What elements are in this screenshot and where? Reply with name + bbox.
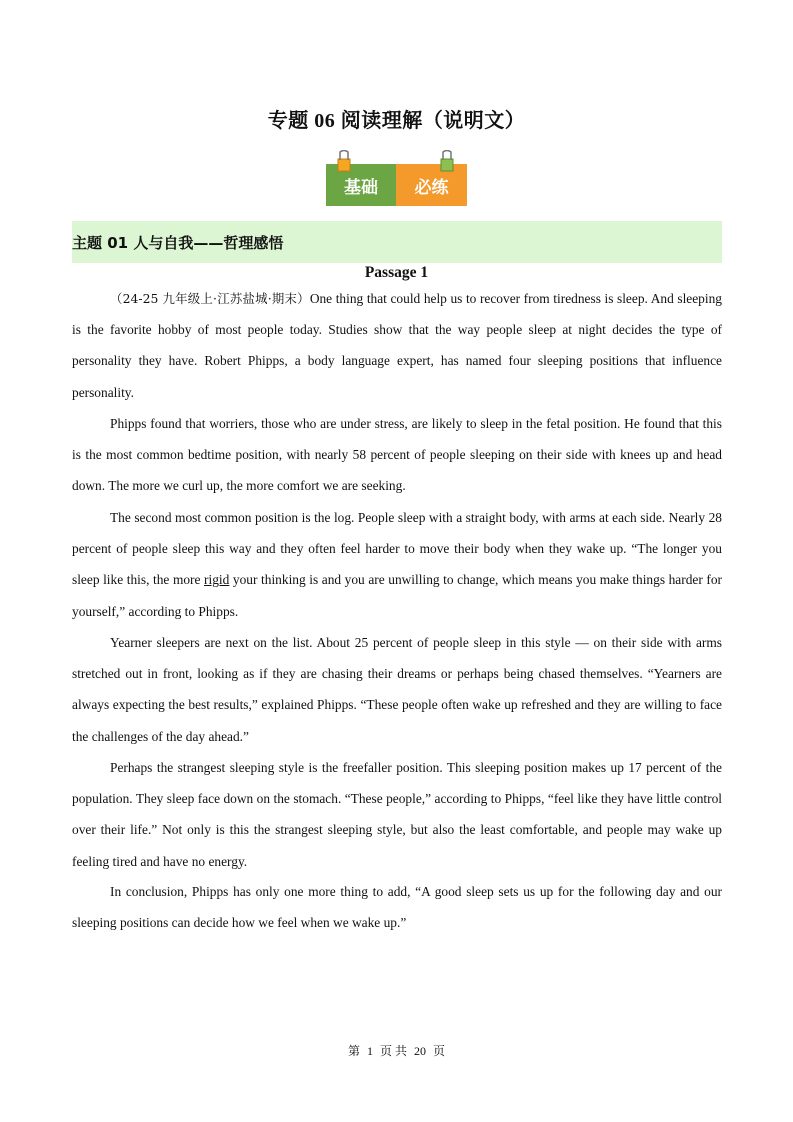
- paragraph-6: In conclusion, Phipps has only one more thing to add, “A good sleep sets us up for the following day and our sleeping positions can decide how we feel when we wake up.”: [72, 884, 722, 931]
- paragraph-1: [72, 283, 722, 408]
- binder-clip-icon: [336, 150, 352, 172]
- page-footer: [0, 1042, 793, 1059]
- underlined-word: rigid: [204, 572, 230, 588]
- paragraph-4: Yearner sleepers are next on the list. About 25 percent of people sleep in this style — on their side with arms stretched out in front, looking as if they are chasing their dreams or perhaps being chased themselves. “Yearners are always expecting the best results,” explained Phipps. “These people often wake up refreshed and they are willing to face the challenges of the day ahead.”: [72, 635, 722, 744]
- footer-pre: 第: [347, 1044, 360, 1058]
- footer-page-number: 1: [366, 1044, 373, 1058]
- level-badge: [326, 164, 467, 206]
- badge-left: 基础: [326, 164, 396, 206]
- paragraph-3-rest: your thinking is and you are unwilling to change, which means you make things harder for yourself,” according to Phipps.: [72, 572, 722, 619]
- footer-post: 页: [433, 1044, 446, 1058]
- paragraph-3: [72, 502, 722, 627]
- paragraph-2: Phipps found that worriers, those who are under stress, are likely to sleep in the fetal position. He found that this is the most common bedtime position, with nearly 58 percent of people sleeping on their side with knees up and head down. The more we curl up, the more comfort we are seeking.: [72, 416, 722, 494]
- binder-clip-icon: [439, 150, 455, 172]
- footer-mid: 页 共: [379, 1044, 407, 1058]
- source-label: （24-25 九年级上·江苏盐城·期末）: [110, 291, 310, 306]
- paragraph-1-text: One thing that could help us to recover from tiredness is sleep. And sleeping is the favorite hobby of most people today. Studies show that the way people sleep at night decides the type of personality they have. Robert Phipps, a body language expert, has named four sleeping positions that influence personality.: [72, 291, 722, 400]
- badge-right: 必练: [396, 164, 467, 206]
- section-heading-bar: [72, 221, 722, 263]
- page-title: 专题 06 阅读理解（说明文）: [267, 110, 526, 132]
- paragraph-5: Perhaps the strangest sleeping style is the freefaller position. This sleeping position makes up 17 percent of the population. They sleep face down on the stomach. “These people,” according to Phipps, “feel like they have little control over their life.” Not only is this the strangest sleeping style, but also the least comfortable, and people may wake up feeling tired and have no energy.: [72, 760, 722, 869]
- passage-title: Passage 1: [364, 264, 429, 281]
- paragraph-3-text: The second most common position is the log. People sleep with a straight body, with arms at each side. Nearly 28 percent of people sleep this way and they often feel harder to move their body when they wake up. “The longer you sleep like this, the more: [72, 510, 722, 588]
- footer-total-pages: 20: [414, 1044, 426, 1058]
- section-heading: 主题 01 人与自我——哲理感悟: [72, 234, 284, 252]
